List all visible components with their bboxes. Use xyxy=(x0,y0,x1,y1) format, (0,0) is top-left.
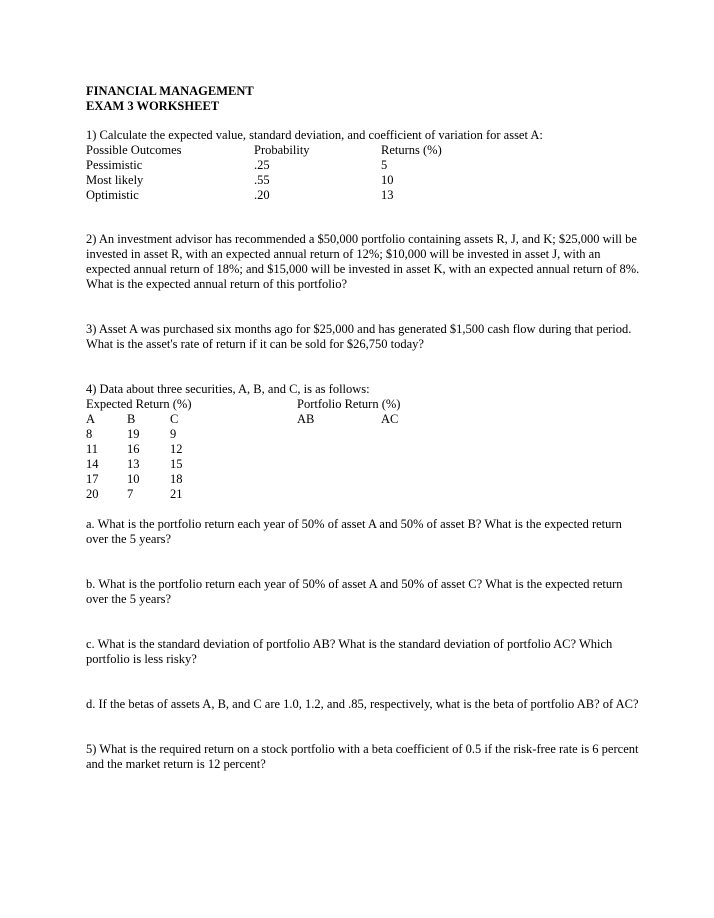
question-4 xyxy=(86,382,646,712)
q4-value-a: 20 xyxy=(86,487,99,501)
q1-col-probability: Probability xyxy=(254,143,310,157)
q4-portfolio-return-label: Portfolio Return (%) xyxy=(297,397,401,411)
q4-label-row xyxy=(86,397,646,412)
q1-row-most-likely xyxy=(86,173,646,188)
q4-value-c: 15 xyxy=(170,457,183,471)
q1-return: 5 xyxy=(381,158,388,172)
q4-value-c: 21 xyxy=(170,487,183,501)
q1-outcomes-table xyxy=(86,143,646,203)
table-row xyxy=(86,472,646,487)
q4-col-a: A xyxy=(86,412,96,426)
q4-header-row xyxy=(86,412,646,427)
q4-value-a: 17 xyxy=(86,472,99,486)
q4-part-d: d. If the betas of assets A, B, and C are 1.0, 1.2, and .85, respectively, what is the beta of portfolio AB? of AC? xyxy=(86,697,639,711)
q4-value-b: 10 xyxy=(127,472,140,486)
table-row xyxy=(86,442,646,457)
question-3: 3) Asset A was purchased six months ago for $25,000 and has generated $1,500 cash flow during that period. What is the asset's rate of return if it can be sold for $26,750 today? xyxy=(86,322,632,351)
q4-part-b: b. What is the portfolio return each year of 50% of asset A and 50% of asset C? What is the expected return over the 5 years? xyxy=(86,577,623,606)
q4-value-b: 13 xyxy=(127,457,140,471)
table-row xyxy=(86,457,646,472)
table-row xyxy=(86,487,646,502)
q4-col-b: B xyxy=(127,412,136,426)
q1-prompt: 1) Calculate the expected value, standard deviation, and coefficient of variation for asset A: xyxy=(86,128,543,142)
question-5: 5) What is the required return on a stock portfolio with a beta coefficient of 0.5 if the risk-free rate is 6 percent and the market return is 12 percent? xyxy=(86,742,639,771)
q4-value-a: 8 xyxy=(86,427,93,441)
q4-value-a: 14 xyxy=(86,457,99,471)
q1-return: 10 xyxy=(381,173,394,187)
question-1 xyxy=(86,128,646,203)
q4-value-c: 12 xyxy=(170,442,183,456)
q4-part-c: c. What is the standard deviation of portfolio AB? What is the standard deviation of portfolio AC? Which portfolio is less risky? xyxy=(86,637,613,666)
q4-value-c: 9 xyxy=(170,427,177,441)
q1-row-optimistic xyxy=(86,188,646,203)
q4-prompt: 4) Data about three securities, A, B, and C, is as follows: xyxy=(86,382,370,396)
q4-value-b: 7 xyxy=(127,487,134,501)
q1-outcome: Optimistic xyxy=(86,188,139,202)
q4-value-a: 11 xyxy=(86,442,99,456)
q4-securities-table xyxy=(86,397,646,502)
title-line-1: FINANCIAL MANAGEMENT xyxy=(86,84,254,98)
title-line-2: EXAM 3 WORKSHEET xyxy=(86,99,220,113)
q1-probability: .25 xyxy=(254,158,270,172)
worksheet-page xyxy=(86,84,646,772)
q1-row-pessimistic xyxy=(86,158,646,173)
q1-probability: .55 xyxy=(254,173,270,187)
q1-probability: .20 xyxy=(254,188,270,202)
q4-col-ab: AB xyxy=(297,412,315,426)
question-2: 2) An investment advisor has recommended a $50,000 portfolio containing assets R, J, and K; $25,000 will be invested in asset R, with an expected annual return of 12%; $10,000 will be invested in asset J, with an expected annual return of 18%; and $15,000 will be invested in asset K, with an expected annual return of 8%. What is the expected annual return of this portfolio? xyxy=(86,232,640,291)
q4-value-b: 16 xyxy=(127,442,140,456)
q4-expected-return-label: Expected Return (%) xyxy=(86,397,192,411)
q4-col-c: C xyxy=(170,412,179,426)
q1-outcome: Pessimistic xyxy=(86,158,143,172)
q1-col-outcomes: Possible Outcomes xyxy=(86,143,182,157)
q4-value-c: 18 xyxy=(170,472,183,486)
q4-part-a: a. What is the portfolio return each year of 50% of asset A and 50% of asset B? What is the expected return over the 5 years? xyxy=(86,517,622,546)
q4-value-b: 19 xyxy=(127,427,140,441)
table-row xyxy=(86,427,646,442)
q1-outcome: Most likely xyxy=(86,173,144,187)
q4-col-ac: AC xyxy=(381,412,399,426)
q1-col-returns: Returns (%) xyxy=(381,143,442,157)
q1-return: 13 xyxy=(381,188,394,202)
q1-header-row xyxy=(86,143,646,158)
